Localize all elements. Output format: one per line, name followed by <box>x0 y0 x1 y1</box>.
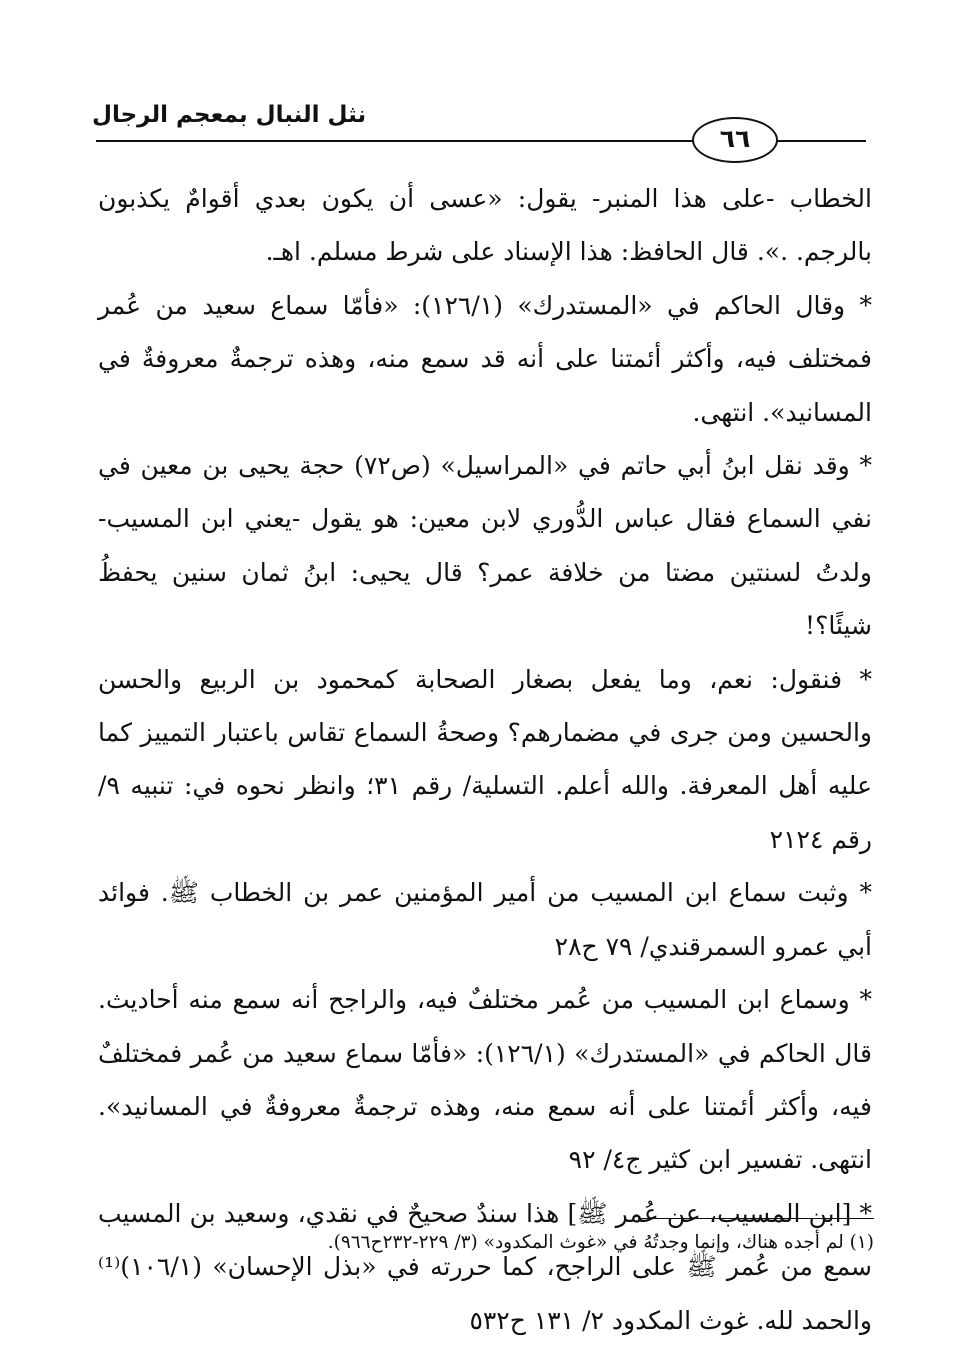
paragraph-2: * وقال الحاكم في «المستدرك» (١٢٦/١): «فأمّا سماع سعيد من عُمر فمختلف فيه، وأكثر أئمتنا على أنه قد سمع منه، وهذه ترجمةٌ معروفةٌ في المسانيد». انتهى. <box>98 290 872 427</box>
paragraph-5: * وثبت سماع ابن المسيب من أمير المؤمنين عمر بن الخطاب ﷺ. فوائد أبي عمرو السمرقندي/ ٧٩ ح٢٨ <box>98 878 872 961</box>
paragraph-7: * [ابن المسيب، عن عُمر ﷺ] هذا سندٌ صحيحٌ في نقدي، وسعيد بن المسيب سمع من عُمر ﷺ على الراجح، كما حررته في «بذل الإحسان» (١٠٦/١)⁽¹⁾ والحمد لله. غوث المكدود ٢/ ١٣١ ح٥٣٢ <box>98 1198 872 1335</box>
footnote-separator <box>638 1218 874 1219</box>
paragraph-4: * فنقول: نعم، وما يفعل بصغار الصحابة كمحمود بن الربيع والحسن والحسين ومن جرى في مضمارهم؟ وصحةُ السماع تقاس باعتبار التمييز كما عليه أهل المعرفة. والله أعلم. التسلية/ رقم ٣١؛ وانظر نحوه في: تنبيه ٩/ رقم ٢١٢٤ <box>98 664 872 854</box>
paragraph-6: * وسماع ابن المسيب من عُمر مختلفٌ فيه، والراجح أنه سمع منه أحاديث. قال الحاكم في «المستدرك» (١٢٦/١): «فأمّا سماع سعيد من عُمر فمختلفٌ فيه، وأكثر أئمتنا على أنه سمع منه، وهذه ترجمةٌ معروفةٌ في المسانيد». انتهى. تفسير ابن كثير ج٤/ ٩٢ <box>98 985 872 1175</box>
paragraph-3: * وقد نقل ابنُ أبي حاتم في «المراسيل» (ص٧٢) حجة يحيى بن معين في نفي السماع فقال عباس الدُّوري لابن معين: هو يقول -يعني ابن المسيب- ولدتُ لسنتين مضتا من خلافة عمر؟ قال يحيى: ابنُ ثمان سنين يحفظُ شيئًا؟! <box>98 451 873 641</box>
page-number-badge: ٦٦ <box>692 117 778 163</box>
running-head-title: نثل النبال بمعجم الرجال <box>92 102 367 128</box>
main-text <box>98 172 872 1347</box>
footnote-1: (١) لم أجده هناك، وإنما وجدتُهُ في «غوث المكدود» (٣/ ٢٢٩-٢٣٢ح٩٦٦). <box>327 1232 874 1253</box>
paragraph-1: الخطاب -على هذا المنبر- يقول: «عسى أن يكون بعدي أقوامٌ يكذبون بالرجم. .». قال الحافظ: هذا الإسناد على شرط مسلم. اهـ. <box>98 184 872 267</box>
